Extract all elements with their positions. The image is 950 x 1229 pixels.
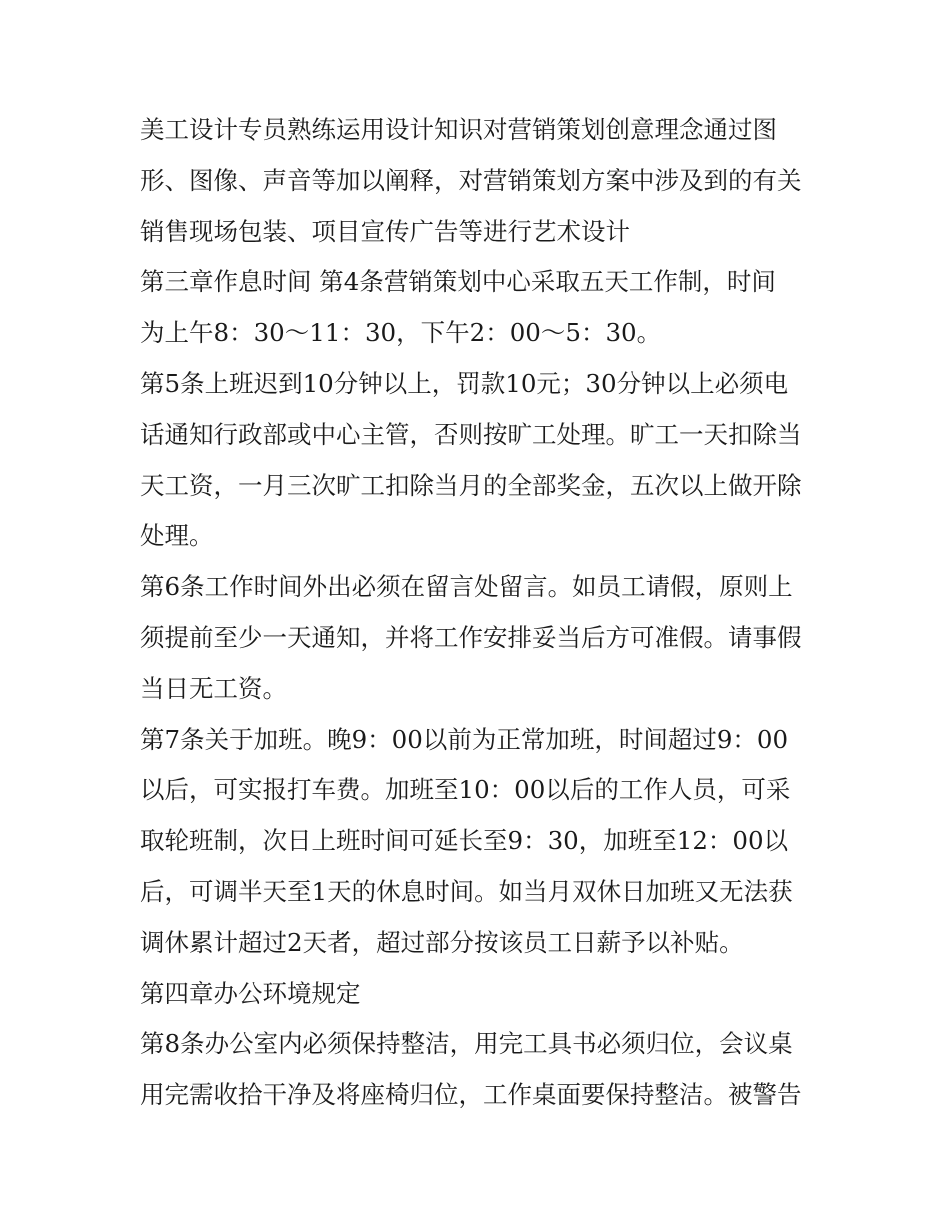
text-line: 处理。 bbox=[140, 521, 214, 551]
text-line: 美工设计专员熟练运用设计知识对营销策划创意理念通过图 bbox=[140, 115, 777, 144]
text-line: 取轮班制，次日上班时间可延长至9：30，加班至12：00以 bbox=[140, 826, 789, 856]
text-line: 用完需收拾干净及将座椅归位，工作桌面要保持整洁。被警告 bbox=[140, 1080, 802, 1110]
text-line: 后，可调半天至1天的休息时间。如当月双休日加班又无法获 bbox=[140, 877, 793, 906]
text-line: 第三章作息时间 第4条营销策划中心采取五天工作制，时间 bbox=[140, 267, 776, 297]
text-line: 天工资，一月三次旷工扣除当月的全部奖金，五次以上做开除 bbox=[140, 470, 802, 500]
text-line: 话通知行政部或中心主管，否则按旷工处理。旷工一天扣除当 bbox=[140, 419, 802, 449]
text-line: 须提前至少一天通知，并将工作安排妥当后方可准假。请事假 bbox=[140, 623, 802, 652]
text-line: 调休累计超过2天者，超过部分按该员工日薪予以补贴。 bbox=[140, 927, 744, 957]
text-line: 第8条办公室内必须保持整洁，用完工具书必须归位，会议桌 bbox=[140, 1029, 793, 1059]
text-line: 第5条上班迟到10分钟以上，罚款10元；30分钟以上必须电 bbox=[140, 369, 789, 398]
text-line: 第7条关于加班。晚9：00以前为正常加班，时间超过9：00 bbox=[140, 724, 789, 754]
text-line: 形、图像、声音等加以阐释，对营销策划方案中涉及到的有关 bbox=[140, 165, 802, 195]
text-line: 以后，可实报打车费。加班至10：00以后的工作人员，可采 bbox=[140, 775, 791, 805]
text-line: 第6条工作时间外出必须在留言处留言。如员工请假，原则上 bbox=[140, 572, 793, 602]
text-line: 当日无工资。 bbox=[140, 673, 287, 703]
text-line: 为上午8：30～11：30，下午2：00～5：30。 bbox=[140, 318, 662, 348]
text-line: 销售现场包装、项目宣传广告等进行艺术设计 bbox=[140, 216, 630, 246]
text-line: 第四章办公环境规定 bbox=[140, 978, 361, 1008]
